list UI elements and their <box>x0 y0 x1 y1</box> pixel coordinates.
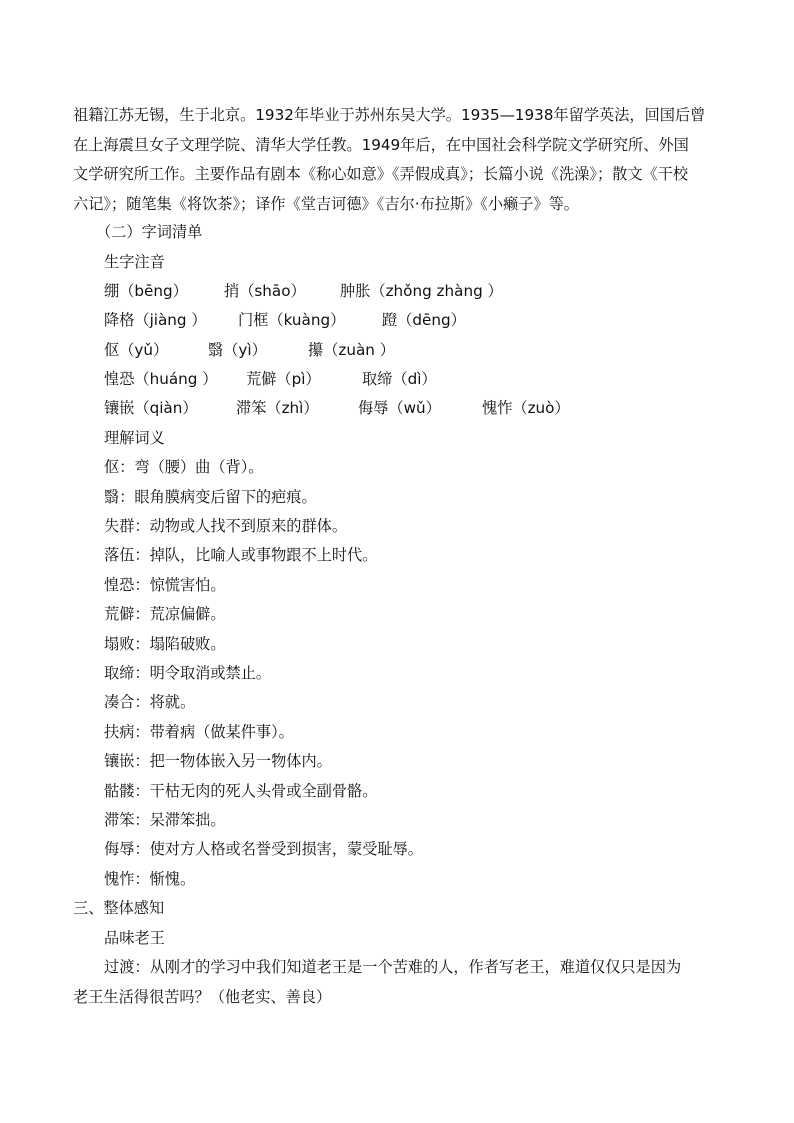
pronunciation-item: 降格（jiàng ） <box>104 311 207 329</box>
pronunciation-item: 门框（kuàng） <box>238 311 346 329</box>
pronunciation-row <box>104 277 744 307</box>
pronunciation-item: 肿胀（zhǒng zhàng ） <box>340 282 503 300</box>
author-intro-paragraph <box>73 101 723 219</box>
vocabulary-item: 伛：弯（腰）曲（背）。 <box>104 458 264 476</box>
section-two-title: （二）字词清单 <box>96 223 203 241</box>
vocabulary-item: 滞笨：呆滞笨拙。 <box>104 811 226 829</box>
pronunciation-item: 攥（zuàn ） <box>308 341 395 359</box>
intro-line: 文学研究所工作。主要作品有剧本《称心如意》《弄假成真》；长篇小说《洗澡》；散文《干校 <box>73 165 689 183</box>
vocabulary-item: 凑合：将就。 <box>104 693 196 711</box>
transition-line: 老王生活得很苦吗？（他老实、善良） <box>73 987 332 1006</box>
section-three-subtitle: 品味老王 <box>104 929 165 947</box>
pronunciation-item: 捎（shāo） <box>224 282 306 300</box>
pronunciation-row <box>104 365 744 395</box>
transition-paragraph <box>73 953 733 1012</box>
vocabulary-item: 荒僻：荒凉偏僻。 <box>104 605 226 623</box>
vocabulary-item: 镶嵌：把一物体嵌入另一物体内。 <box>104 752 332 770</box>
intro-line: 祖籍江苏无锡，生于北京。1932年毕业于苏州东吴大学。1935—1938年留学英法，回国后曾 <box>73 106 706 124</box>
pronunciation-item: 绷（bēng） <box>104 282 188 300</box>
vocabulary-item: 愧怍：惭愧。 <box>104 870 196 888</box>
section-three-title: 三、整体感知 <box>73 899 165 917</box>
vocabulary-item: 翳：眼角膜病变后留下的疤痕。 <box>104 488 317 506</box>
vocabulary-item: 惶恐：惊慌害怕。 <box>104 576 226 594</box>
vocabulary-item: 骷髅：干枯无肉的死人头骨或全副骨骼。 <box>104 782 378 800</box>
pronunciation-item: 翳（yì） <box>208 341 267 359</box>
intro-line: 在上海震旦女子文理学院、清华大学任教。1949年后，在中国社会科学院文学研究所、外国 <box>73 135 689 154</box>
vocabulary-item: 侮辱：使对方人格或名誉受到损害，蒙受耻辱。 <box>104 840 423 858</box>
pronunciation-title: 生字注音 <box>104 253 165 271</box>
pronunciation-row <box>104 336 744 366</box>
vocabulary-item: 塌败：塌陷破败。 <box>104 635 226 653</box>
vocabulary-title: 理解词义 <box>104 429 165 447</box>
pronunciation-item: 侮辱（wǔ） <box>358 399 441 417</box>
pronunciation-row <box>104 306 744 336</box>
vocabulary-item: 取缔：明令取消或禁止。 <box>104 664 272 682</box>
transition-line: 过渡：从刚才的学习中我们知道老王是一个苦难的人，作者写老王，难道仅仅只是因为 <box>104 958 682 976</box>
pronunciation-item: 愧怍（zuò） <box>482 399 570 417</box>
pronunciation-item: 滞笨（zhì） <box>236 399 319 417</box>
intro-line: 六记》；随笔集《将饮茶》；译作《堂吉诃德》《吉尔·布拉斯》《小癞子》等。 <box>73 194 579 213</box>
pronunciation-row <box>104 394 744 424</box>
pronunciation-item: 惶恐（huáng ） <box>104 370 218 388</box>
pronunciation-item: 镶嵌（qiàn） <box>104 399 198 417</box>
vocabulary-item: 失群：动物或人找不到原来的群体。 <box>104 517 347 535</box>
pronunciation-item: 蹬（dēng） <box>382 311 466 329</box>
pronunciation-item: 取缔（dì） <box>362 370 437 388</box>
vocabulary-item: 落伍：掉队，比喻人或事物跟不上时代。 <box>104 546 378 564</box>
vocabulary-item: 扶病：带着病（做某件事）。 <box>104 723 294 741</box>
pronunciation-item: 伛（yǔ） <box>104 341 169 359</box>
pronunciation-item: 荒僻（pì） <box>246 370 321 388</box>
